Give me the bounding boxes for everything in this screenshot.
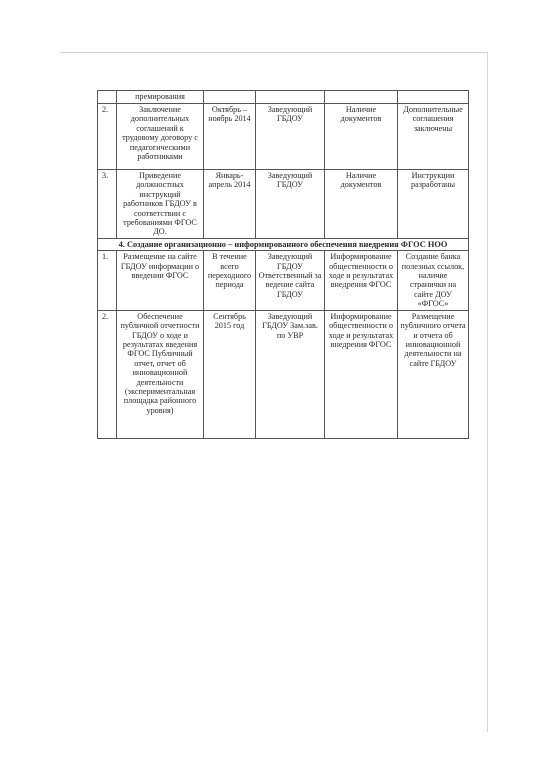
form-cell: Наличие документов <box>325 104 398 170</box>
activity-cell: премирования <box>117 91 204 104</box>
row-number: 1. <box>98 251 117 310</box>
table-row <box>98 91 469 104</box>
activity-plan-table <box>97 90 469 439</box>
table-row <box>98 170 469 239</box>
table-row <box>98 310 469 438</box>
responsible-cell: Заведующий ГБДОУ Зам.зав. по УВР <box>256 310 325 438</box>
activity-cell: Размещение на сайте ГБДОУ информации о введении ФГОС <box>117 251 204 310</box>
form-cell <box>325 91 398 104</box>
section-title: 4. Создание организационно – информированного обеспечения внедрения ФГОС НОО <box>98 238 469 250</box>
period-cell <box>204 91 256 104</box>
form-cell: Наличие документов <box>325 170 398 239</box>
result-cell: Создание банка полезных ссылок, наличие странички на сайте ДОУ «ФГОС» <box>398 251 469 310</box>
activity-cell: Обеспечение публичной отчетности ГБДОУ о ходе и результатах введения ФГОС Публичный отчет, отчет об инновационной деятельности (экспериментальная площадка районного уровня) <box>117 310 204 438</box>
responsible-cell <box>256 91 325 104</box>
section-heading-row <box>98 238 469 250</box>
activity-cell: Заключение дополнительных соглашений к трудовому договору с педагогическими работниками <box>117 104 204 170</box>
period-cell: В течение всего переходного периода <box>204 251 256 310</box>
period-cell: Октябрь – ноябрь 2014 <box>204 104 256 170</box>
form-cell: Информирование общественности о ходе и результатах внедрения ФГОС <box>325 251 398 310</box>
result-cell: Размещение публичного отчета и отчета об инновационной деятельности на сайте ГБДОУ <box>398 310 469 438</box>
period-cell: Январь-апрель 2014 <box>204 170 256 239</box>
scan-edge-top <box>60 52 488 53</box>
responsible-cell: Заведующий ГБДОУ <box>256 170 325 239</box>
activity-cell: Приведение должностных инструкций работников ГБДОУ в соответствии с требованиями ФГОС ДО. <box>117 170 204 239</box>
responsible-cell: Заведующий ГБДОУ Ответственный за ведение сайта ГБДОУ <box>256 251 325 310</box>
form-cell: Информирование общественности о ходе и результатах внедрения ФГОС <box>325 310 398 438</box>
result-cell: Дополнительные соглашения заключены <box>398 104 469 170</box>
period-cell: Сентябрь 2015 год <box>204 310 256 438</box>
scan-edge-right <box>487 52 488 732</box>
result-cell <box>398 91 469 104</box>
responsible-cell: Заведующий ГБДОУ <box>256 104 325 170</box>
row-number <box>98 91 117 104</box>
result-cell: Инструкции разработаны <box>398 170 469 239</box>
row-number: 3. <box>98 170 117 239</box>
row-number: 2. <box>98 310 117 438</box>
row-number: 2. <box>98 104 117 170</box>
table-row <box>98 251 469 310</box>
table-row <box>98 104 469 170</box>
